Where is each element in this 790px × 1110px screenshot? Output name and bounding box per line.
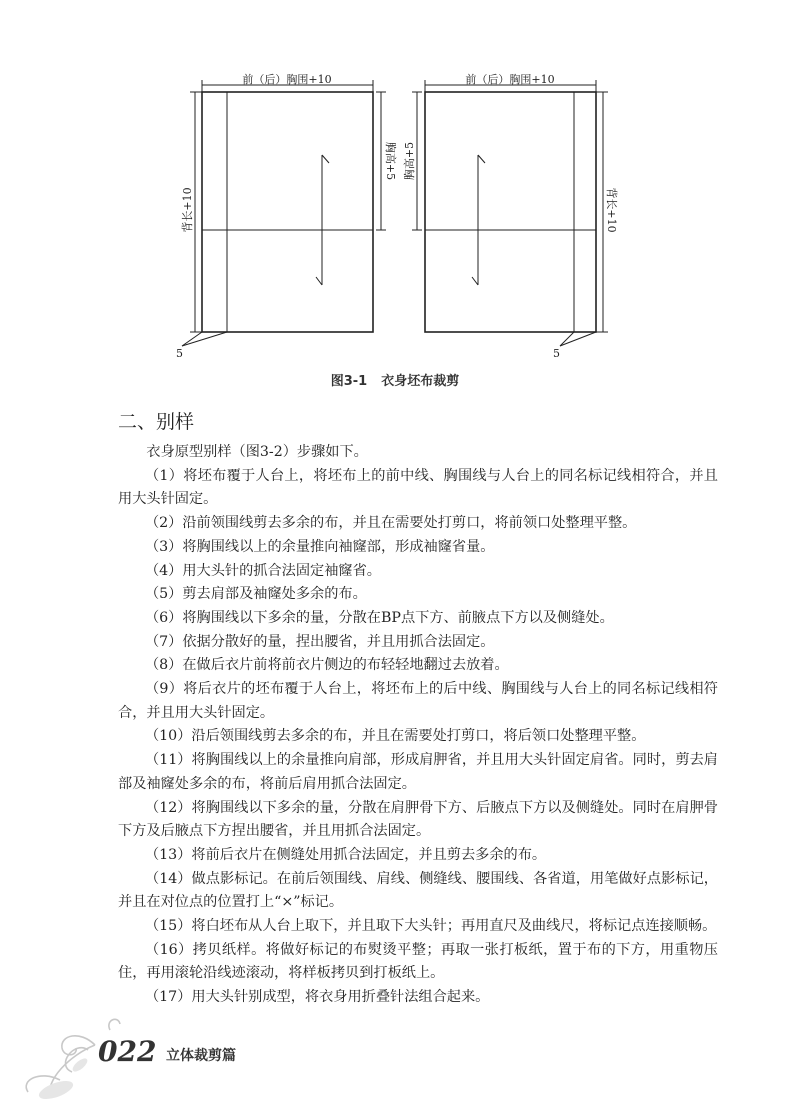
step-paragraph: （9）将后衣片的坯布覆于人台上，将坯布上的后中线、胸围线与人台上的同名标记线相符合，并且用大头针固定。 [118, 681, 718, 721]
step-paragraph: （17）用大头针别成型，将衣身用折叠针法组合起来。 [144, 989, 490, 1006]
step-paragraph: （4）用大头针的抓合法固定袖窿省。 [144, 562, 381, 579]
section-title: 二、别样 [118, 411, 195, 433]
step-paragraph: （13）将前后衣片在侧缝处用抓合法固定，并且剪去多余的布。 [144, 846, 547, 863]
right-left-label: 胸高+5 [403, 141, 416, 181]
step-paragraph: （3）将胸围线以上的余量推向袖窿部，形成袖窿省量。 [144, 538, 495, 555]
body-text [118, 441, 718, 1010]
caption-number: 图3-1 [330, 374, 368, 389]
intro-paragraph: 衣身原型别样（图3-2）步骤如下。 [146, 444, 368, 460]
step-paragraph: （10）沿后领围线剪去多余的布，并且在需要处打剪口，将后领口处整理平整。 [144, 728, 646, 745]
right-top-label: 前（后）胸围+10 [465, 73, 555, 86]
right-right-label: 背长+10 [605, 187, 618, 233]
left-left-label: 背长+10 [181, 187, 194, 233]
right-fabric-rect [425, 92, 596, 332]
step-paragraph: （11）将胸围线以上的余量推向肩部，形成肩胛省，并且用大头针固定肩省。同时，剪去肩部及袖窿处多余的布，将前后肩用抓合法固定。 [118, 752, 718, 792]
left-corner-label: 5 [176, 347, 183, 360]
figure-caption [0, 370, 790, 389]
step-paragraph: （14）做点影标记。在前后领围线、肩线、侧缝线、腰围线、各省道，用笔做好点影标记，并且在对位点的位置打上“×”标记。 [118, 870, 718, 911]
left-right-label: 胸高+5 [384, 141, 397, 181]
figure-3-1 [0, 0, 790, 400]
page-number: 022 [98, 1035, 157, 1068]
step-paragraph: （16）拷贝纸样。将做好标记的布熨烫平整；再取一张打板纸，置于布的下方，用重物压住，再用滚轮沿线迹滚动，将样板拷贝到打板纸上。 [118, 941, 718, 982]
step-paragraph: （15）将白坯布从人台上取下，并且取下大头针；再用直尺及曲线尺，将标记点连接顺畅。 [144, 918, 717, 935]
step-paragraph: （7）依据分散好的量，捏出腰省，并且用抓合法固定。 [144, 633, 495, 650]
caption-title: 衣身坯布裁剪 [381, 374, 460, 389]
step-paragraph: （2）沿前领围线剪去多余的布，并且在需要处打剪口，将前领口处整理平整。 [144, 515, 637, 532]
step-paragraph: （5）剪去肩部及袖窿处多余的布。 [144, 586, 367, 603]
step-paragraph: （1）将坯布覆于人台上，将坯布上的前中线、胸围线与人台上的同名标记线相符合，并且用大头针固定。 [118, 467, 718, 508]
left-top-label: 前（后）胸围+10 [242, 73, 332, 86]
book-title: 立体裁剪篇 [166, 1048, 236, 1064]
cutting-diagram [0, 0, 790, 400]
step-paragraph: （6）将胸围线以下多余的量，分散在BP点下方、前腋点下方以及侧缝处。 [144, 609, 614, 626]
step-paragraph: （8）在做后衣片前将前衣片侧边的布轻轻地翻过去放着。 [144, 657, 509, 674]
left-fabric-rect [202, 92, 373, 332]
step-paragraph: （12）将胸围线以下多余的量，分散在肩胛骨下方、后腋点下方以及侧缝处。同时在肩胛骨下方及后腋点下方捏出腰省，并且用抓合法固定。 [118, 799, 718, 840]
right-corner-label: 5 [553, 347, 560, 360]
